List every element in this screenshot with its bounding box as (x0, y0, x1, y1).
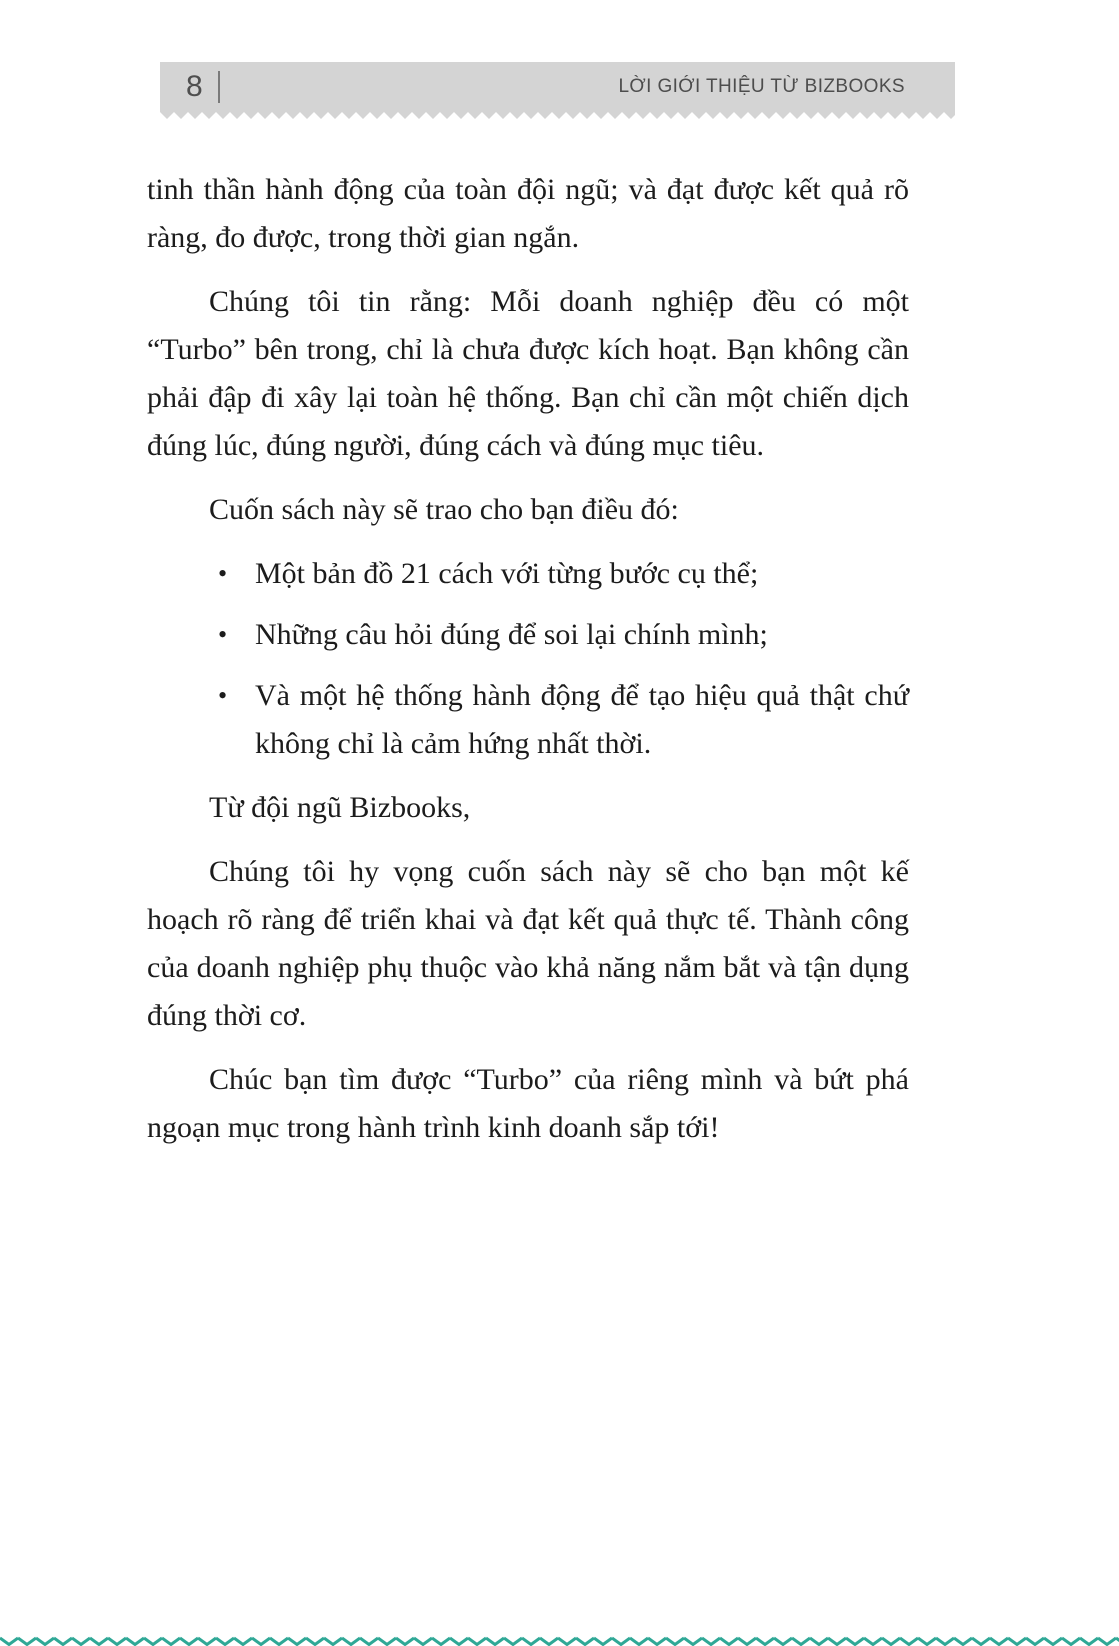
page-number: 8 (186, 70, 203, 103)
paragraph-signoff-team: Từ đội ngũ Bizbooks, (209, 791, 471, 824)
header-sawtooth-border (160, 112, 955, 119)
bullet-list (147, 550, 909, 768)
paragraph-wish: Chúc bạn tìm được “Turbo” của riêng mình và bứt phá ngoạn mục trong hành trình kinh doanh sắp tới! (147, 1063, 909, 1144)
list-item (147, 611, 909, 659)
paragraph-hope: Chúng tôi hy vọng cuốn sách này sẽ cho bạn một kế hoạch rõ ràng để triển khai và đạt kết quả thực tế. Thành công của doanh nghiệp phụ thuộc vào khả năng nắm bắt và tận dụng đúng thời cơ. (147, 855, 909, 1032)
paragraph-book-offers: Cuốn sách này sẽ trao cho bạn điều đó: (209, 493, 679, 526)
bullet-icon: • (218, 559, 228, 588)
paragraph-continuation: tinh thần hành động của toàn đội ngũ; và đạt được kết quả rõ ràng, đo được, trong thời gian ngắn. (147, 173, 909, 254)
running-header-title: LỜI GIỚI THIỆU TỪ BIZBOOKS (618, 76, 905, 97)
bottom-zigzag-border (0, 1636, 1119, 1646)
page-number-separator (218, 71, 220, 103)
header-bar (160, 62, 955, 112)
body-text (147, 166, 909, 1168)
bullet-text: Những câu hỏi đúng để soi lại chính mình; (255, 618, 768, 651)
bullet-text: Và một hệ thống hành động để tạo hiệu quả thật chứ không chỉ là cảm hứng nhất thời. (255, 679, 909, 760)
list-item (147, 550, 909, 598)
bullet-text: Một bản đồ 21 cách với từng bước cụ thể; (255, 557, 759, 590)
bullet-icon: • (218, 620, 228, 649)
bullet-icon: • (218, 681, 228, 710)
page-header (160, 62, 955, 119)
paragraph-turbo-belief: Chúng tôi tin rằng: Mỗi doanh nghiệp đều có một “Turbo” bên trong, chỉ là chưa được kích hoạt. Bạn không cần phải đập đi xây lại toàn hệ thống. Bạn chỉ cần một chiến dịch đúng lúc, đúng người, đúng cách và đúng mục tiêu. (147, 285, 909, 462)
list-item (147, 672, 909, 768)
